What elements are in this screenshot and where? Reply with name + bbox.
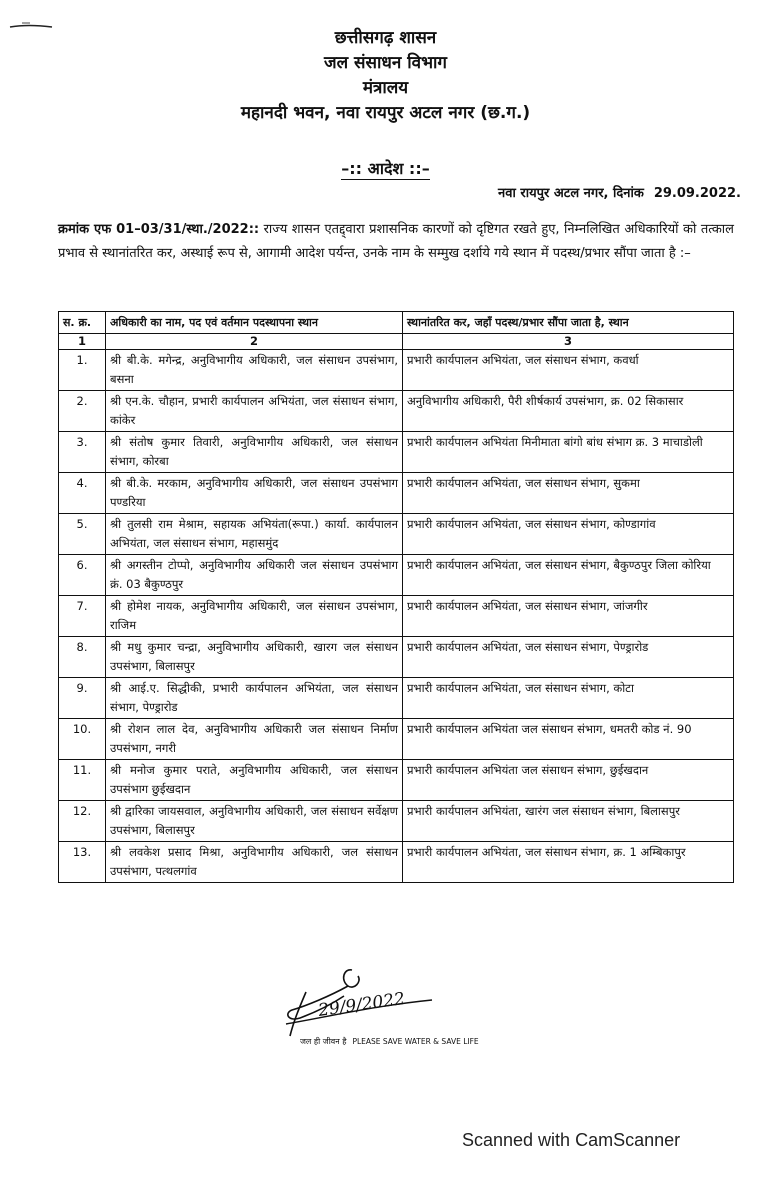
new-posting-cell: प्रभारी कार्यपालन अभियंता, खारंग जल संसाधन संभाग, बिलासपुर xyxy=(403,801,734,842)
order-title: –:: आदेश ::– xyxy=(341,159,430,178)
serial-cell: 12. xyxy=(59,801,106,842)
table-row xyxy=(59,555,734,596)
table-column-number-row xyxy=(59,334,734,350)
serial-cell: 13. xyxy=(59,842,106,883)
order-date: 29.09.2022. xyxy=(653,186,741,201)
header-new-posting: स्थानांतरित कर, जहाँ पदस्थ/प्रभार सौंपा जाता है, स्थान xyxy=(403,312,734,334)
officer-cell: श्री बी.के. मगेन्द्र, अनुविभागीय अधिकारी, जल संसाधन उपसंभाग, बसना xyxy=(106,350,403,391)
col-number-2: 2 xyxy=(106,334,403,350)
table-row xyxy=(59,514,734,555)
officer-cell: श्री मधु कुमार चन्द्रा, अनुविभागीय अधिकारी, खारग जल संसाधन उपसंभाग, बिलासपुर xyxy=(106,637,403,678)
new-posting-cell: प्रभारी कार्यपालन अभियंता, जल संसाधन संभाग, सुकमा xyxy=(403,473,734,514)
new-posting-cell: प्रभारी कार्यपालन अभियंता, जल संसाधन संभाग, जांजगीर xyxy=(403,596,734,637)
slogan-english: PLEASE SAVE WATER & SAVE LIFE xyxy=(352,1037,479,1046)
serial-cell: 11. xyxy=(59,760,106,801)
new-posting-cell: प्रभारी कार्यपालन अभियंता जल संसाधन संभाग, धमतरी कोड नं. 90 xyxy=(403,719,734,760)
new-posting-cell: प्रभारी कार्यपालन अभियंता, जल संसाधन संभाग, पेण्ड्रारोड xyxy=(403,637,734,678)
table-row xyxy=(59,719,734,760)
serial-cell: 8. xyxy=(59,637,106,678)
order-intro-text: राज्य शासन एतद्द्वारा प्रशासनिक कारणों को दृष्टिगत रखते हुए, निम्नलिखित अधिकारियों को तत्काल प्रभाव से स्थानांतरित कर, अस्थाई रूप से, आगामी आदेश पर्यन्त, उनके नाम के सम्मुख दर्शाये गये स्थान में पदस्थ/प्रभार सौंपा जाता है :– xyxy=(58,222,734,261)
order-intro-paragraph xyxy=(58,218,734,266)
serial-cell: 6. xyxy=(59,555,106,596)
serial-cell: 4. xyxy=(59,473,106,514)
table-row xyxy=(59,473,734,514)
officer-cell: श्री आई.ए. सिद्धीकी, प्रभारी कार्यपालन अभियंता, जल संसाधन संभाग, पेण्ड्रारोड xyxy=(106,678,403,719)
new-posting-cell: अनुविभागीय अधिकारी, पैरी शीर्षकार्य उपसंभाग, क्र. 02 सिकासार xyxy=(403,391,734,432)
new-posting-cell: प्रभारी कार्यपालन अभियंता, जल संसाधन संभाग, क्र. 1 अम्बिकापुर xyxy=(403,842,734,883)
order-reference-number: क्रमांक एफ 01–03/31/स्था./2022:: xyxy=(58,222,260,237)
officer-cell: श्री संतोष कुमार तिवारी, अनुविभागीय अधिकारी, जल संसाधन संभाग, कोरबा xyxy=(106,432,403,473)
serial-cell: 3. xyxy=(59,432,106,473)
table-row xyxy=(59,432,734,473)
table-row xyxy=(59,801,734,842)
col-number-1: 1 xyxy=(59,334,106,350)
table-row xyxy=(59,391,734,432)
col-number-3: 3 xyxy=(403,334,734,350)
officer-cell: श्री रोशन लाल देव, अनुविभागीय अधिकारी जल संसाधन निर्माण उपसंभाग, नगरी xyxy=(106,719,403,760)
transfer-table xyxy=(58,311,734,883)
officer-cell: श्री मनोज कुमार पराते, अनुविभागीय अधिकारी, जल संसाधन उपसंभाग छुईखदान xyxy=(106,760,403,801)
table-row xyxy=(59,637,734,678)
serial-cell: 9. xyxy=(59,678,106,719)
officer-cell: श्री एन.के. चौहान, प्रभारी कार्यपालन अभियंता, जल संसाधन संभाग, कांकेर xyxy=(106,391,403,432)
camscanner-watermark: Scanned with CamScanner xyxy=(462,1130,681,1150)
serial-cell: 10. xyxy=(59,719,106,760)
table-row xyxy=(59,596,734,637)
table-row xyxy=(59,350,734,391)
officer-cell: श्री अगस्तीन टोप्पो, अनुविभागीय अधिकारी जल संसाधन उपसंभाग क्रं. 03 बैकुण्ठपुर xyxy=(106,555,403,596)
slogan xyxy=(300,1036,479,1047)
new-posting-cell: प्रभारी कार्यपालन अभियंता, जल संसाधन संभाग, बैकुण्ठपुर जिला कोरिया xyxy=(403,555,734,596)
table-row xyxy=(59,760,734,801)
header-government: छत्तीसगढ़ शासन xyxy=(334,28,437,48)
header-ministry: मंत्रालय xyxy=(362,78,409,98)
officer-cell: श्री लवकेश प्रसाद मिश्रा, अनुविभागीय अधिकारी, जल संसाधन उपसंभाग, पत्थलगांव xyxy=(106,842,403,883)
table-row xyxy=(59,678,734,719)
slogan-hindi: जल ही जीवन है xyxy=(300,1037,347,1046)
serial-cell: 5. xyxy=(59,514,106,555)
header-department: जल संसाधन विभाग xyxy=(323,53,448,73)
officer-cell: श्री बी.के. मरकाम, अनुविभागीय अधिकारी, जल संसाधन उपसंभाग पण्डरिया xyxy=(106,473,403,514)
new-posting-cell: प्रभारी कार्यपालन अभियंता, जल संसाधन संभाग, कवर्धा xyxy=(403,350,734,391)
header-serial: स. क्र. xyxy=(59,312,106,334)
header-address: महानदी भवन, नवा रायपुर अटल नगर (छ.ग.) xyxy=(240,103,531,123)
officer-cell: श्री द्वारिका जायसवाल, अनुविभागीय अधिकारी, जल संसाधन सर्वेक्षण उपसंभाग, बिलासपुर xyxy=(106,801,403,842)
new-posting-cell: प्रभारी कार्यपालन अभियंता, जल संसाधन संभाग, कोटा xyxy=(403,678,734,719)
officer-cell: श्री होमेश नायक, अनुविभागीय अधिकारी, जल संसाधन उपसंभाग, राजिम xyxy=(106,596,403,637)
document-header xyxy=(0,26,771,126)
new-posting-cell: प्रभारी कार्यपालन अभियंता मिनीमाता बांगो बांध संभाग क्र. 3 माचाडोली xyxy=(403,432,734,473)
table-header-row xyxy=(59,312,734,334)
new-posting-cell: प्रभारी कार्यपालन अभियंता, जल संसाधन संभाग, कोण्डागांव xyxy=(403,514,734,555)
table-row xyxy=(59,842,734,883)
order-place: नवा रायपुर अटल नगर, दिनांक xyxy=(498,186,644,201)
table-body xyxy=(59,350,734,883)
place-date xyxy=(498,183,741,201)
serial-cell: 7. xyxy=(59,596,106,637)
officer-cell: श्री तुलसी राम मेश्राम, सहायक अभियंता(रूपा.) कार्या. कार्यपालन अभियंता, जल संसाधन संभाग, महासमुंद xyxy=(106,514,403,555)
header-officer: अधिकारी का नाम, पद एवं वर्तमान पदस्थापना स्थान xyxy=(106,312,403,334)
signature-date: 29/9/2022 xyxy=(317,989,407,1021)
serial-cell: 2. xyxy=(59,391,106,432)
new-posting-cell: प्रभारी कार्यपालन अभियंता जल संसाधन संभाग, छुईखदान xyxy=(403,760,734,801)
serial-cell: 1. xyxy=(59,350,106,391)
